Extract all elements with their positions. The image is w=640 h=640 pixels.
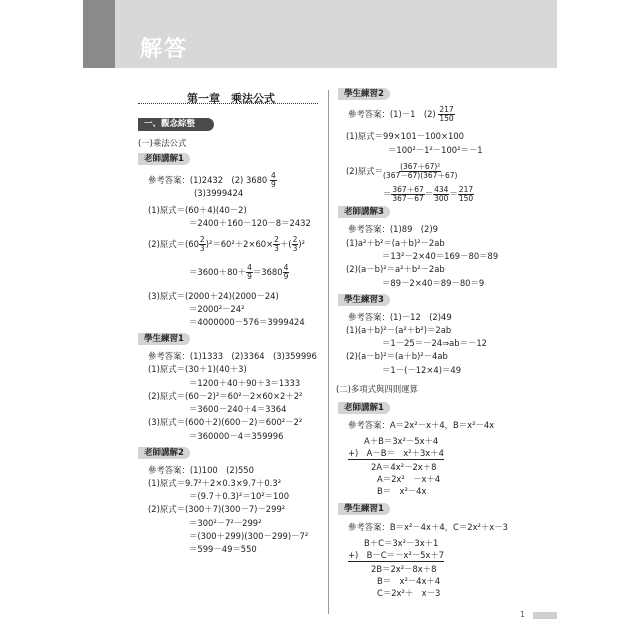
solution-line: (2)原式＝ $\frac{\text{(367＋67)²}}{(367-67)(367+67)}$ xyxy=(346,162,458,180)
solution-line: (1)原式＝99×101－100×100 xyxy=(346,131,465,141)
block-heading: 學生練習3 xyxy=(338,294,390,306)
solution-line: ＝(9.7＋0.3)²＝10²＝100 xyxy=(189,491,290,501)
answer-line: 參考答案：(1)2432 (2) 3680 $\frac{4}{9}$ xyxy=(148,171,276,189)
solution-line: (2)原式＝(60 $\frac{2}{3}$ )²＝60²＋2×60× $\frac{2}{3}$ ＋( $\frac{2}{3}$ )² xyxy=(148,235,305,253)
solution-line: (2)(a－b)²＝a²＋b²－2ab xyxy=(346,264,445,274)
solution-line: ＝ $\frac{367+67}{367-67}$ ＝ $\frac{434}{300}$ ＝ $\frac{217}{150}$ xyxy=(383,185,474,203)
solution-line: ＝360000－4＝359996 xyxy=(189,431,284,441)
block-heading: 老師講解1 xyxy=(338,402,390,414)
solution-line: ＝100²－1²－100²＝－1 xyxy=(388,145,483,155)
block-heading: 學生練習2 xyxy=(338,88,390,100)
poly-row: 2A＝4x²－2x＋8 xyxy=(371,462,437,472)
block-heading: 老師講解1 xyxy=(138,153,190,165)
block-heading: 老師講解3 xyxy=(338,206,390,218)
solution-line: ＝1－25＝－24⇒ab＝－12 xyxy=(382,338,488,348)
answer-line: 參考答案：(1)100 (2)550 xyxy=(148,465,254,475)
poly-row: +) A－B＝ x²＋3x＋4 xyxy=(348,448,444,458)
poly-row: B＝ x²－4x xyxy=(377,486,427,496)
subsection-title: (二)多項式與四則運算 xyxy=(336,384,418,394)
solution-line: (1)a²＋b²＝(a＋b)²－2ab xyxy=(346,238,445,248)
solution-line: (1)原式＝9.7²＋2×0.3×9.7＋0.3² xyxy=(148,478,282,488)
header-accent xyxy=(83,0,115,68)
answer-line: 參考答案：A＝2x²－x＋4，B＝x²－4x xyxy=(348,420,495,430)
page-tab xyxy=(533,612,557,619)
block-heading: 學生練習1 xyxy=(138,333,190,345)
solution-line: ＝300²－7²－299² xyxy=(189,518,262,528)
poly-row: A＝2x² －x＋4 xyxy=(377,474,441,484)
solution-line: ＝2400＋160－120－8＝2432 xyxy=(189,218,311,228)
dotted-divider xyxy=(138,103,318,104)
solution-line: (1)原式＝(30＋1)(40＋3) xyxy=(148,364,247,374)
poly-row: 2B＝2x²－8x＋8 xyxy=(371,564,437,574)
solution-line: (1)(a＋b)²－(a²＋b²)＝2ab xyxy=(346,325,452,335)
answer-line-2: (3)3999424 xyxy=(194,188,244,198)
solution-line: ＝4000000－576＝3999424 xyxy=(189,317,305,327)
solution-line: ＝13²－2×40＝169－80＝89 xyxy=(382,251,499,261)
solution-line: ＝1－(－12×4)＝49 xyxy=(382,365,462,375)
solution-line: ＝89－2×40＝89－80＝9 xyxy=(382,278,485,288)
solution-line: (3)原式＝(600＋2)(600－2)＝600²－2² xyxy=(148,417,303,427)
answer-line: 參考答案：(1)89 (2)9 xyxy=(348,224,438,234)
solution-line: ＝3600＋80＋ $\frac{4}{9}$ ＝3680 $\frac{4}{9}$ xyxy=(189,263,289,281)
solution-line: ＝2000²－24² xyxy=(189,304,245,314)
answer-line: 參考答案：(1)－12 (2)49 xyxy=(348,312,452,322)
poly-row: +) B－C＝－x²－5x＋7 xyxy=(348,550,445,560)
solution-line: (3)原式＝(2000＋24)(2000－24) xyxy=(148,291,279,301)
block-heading: 老師講解2 xyxy=(138,447,190,459)
answer-line: 參考答案：(1)－1 (2) $\frac{217}{150}$ xyxy=(348,105,454,123)
solution-line: (2)(a－b)²＝(a＋b)²－4ab xyxy=(346,351,448,361)
solution-line: ＝599－49＝550 xyxy=(189,544,257,554)
column-divider xyxy=(328,90,329,614)
chapter-title: 第一章 乘法公式 xyxy=(187,92,275,105)
poly-row: C＝2x²＋ x－3 xyxy=(377,588,441,598)
page-number: 1 xyxy=(520,610,526,619)
fraction: $\frac{4}{9}$ xyxy=(270,171,276,189)
answer-line: 參考答案：(1)1333 (2)3364 (3)359996 xyxy=(148,351,317,361)
solution-line: (1)原式＝(60＋4)(40－2) xyxy=(148,205,247,215)
subsection-title: (一)乘法公式 xyxy=(138,138,187,148)
solution-line: ＝3600－240＋4＝3364 xyxy=(189,404,287,414)
solution-line: (2)原式＝(300＋7)(300－7)－299² xyxy=(148,504,286,514)
sum-rule xyxy=(348,459,444,460)
solution-line: ＝(300＋299)(300－299)－7² xyxy=(189,531,309,541)
poly-row: B＝ x²－4x＋4 xyxy=(377,576,441,586)
block-heading: 學生練習1 xyxy=(338,503,390,515)
poly-row: B＋C＝3x²－3x＋1 xyxy=(364,538,439,548)
solution-line: ＝1200＋40＋90＋3＝1333 xyxy=(189,378,301,388)
page-title: 解答 xyxy=(140,37,189,62)
section-heading: 一、觀念綜整 xyxy=(138,118,214,131)
sum-rule xyxy=(348,561,444,562)
poly-row: A＋B＝3x²－5x＋4 xyxy=(364,436,439,446)
answer-line: 參考答案：B＝x²－4x＋4，C＝2x²＋x－3 xyxy=(348,522,508,532)
solution-line: (2)原式＝(60－2)²＝60²－2×60×2＋2² xyxy=(148,391,303,401)
